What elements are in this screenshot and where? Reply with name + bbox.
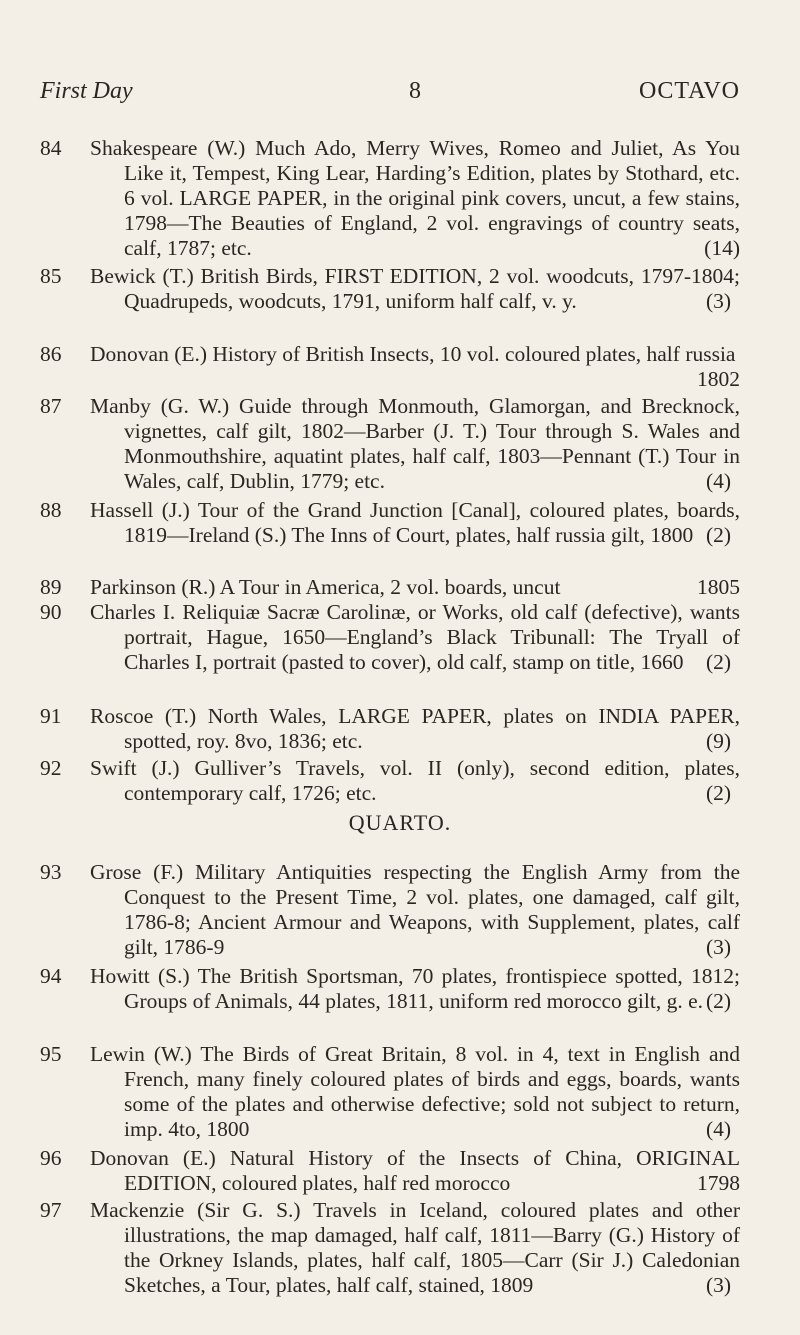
lot-entry: 95 Lewin (W.) The Birds of Great Britain, 8 vol. in 4, text in English and French, many finely coloured plates of birds and eggs, boards, wants some of the plates and otherwise defective; sold not subject to return, imp. 4to, 1800 (4) [40, 1042, 740, 1141]
lot-description: Parkinson (R.) A Tour in America, 2 vol. boards, uncut [90, 575, 561, 599]
lot-number: 89 [40, 575, 62, 599]
lot-description: Shakespeare (W.) Much Ado, Merry Wives, Romeo and Juliet, As You Like it, Tempest, King Lear, Harding’s Edition, plates by Stothard, etc. 6 vol. LARGE PAPER, in the original pink covers, uncut, a few stains, 1798—The Beauties of England, 2 vol. engravings of country seats, calf, 1787; etc. [90, 136, 740, 260]
lot-number: 94 [40, 964, 62, 988]
lot-number: 86 [40, 342, 62, 366]
lot-number: 85 [40, 264, 62, 288]
lot-number: 91 [40, 704, 62, 728]
lot-description: Bewick (T.) British Birds, FIRST EDITION, 2 vol. woodcuts, 1797-1804; Quadrupeds, woodcuts, 1791, uniform half calf, v. y. [90, 264, 740, 313]
lot-description: Donovan (E.) History of British Insects, 10 vol. coloured plates, half russia [90, 342, 736, 366]
page-number: 8 [409, 78, 421, 104]
lot-number: 87 [40, 394, 62, 418]
lot-description: Manby (G. W.) Guide through Monmouth, Glamorgan, and Brecknock, vignettes, calf gilt, 1802—Barber (J. T.) Tour through S. Wales and Monmouthshire, aquatint plates, half calf, 1803—Pennant (T.) Tour in Wales, calf, Dublin, 1779; etc. [90, 394, 740, 493]
lot-entry: 90 Charles I. Reliquiæ Sacræ Carolinæ, or Works, old calf (defective), wants portrait, Hague, 1650—England’s Black Tribunall: The Tryall of Charles I, portrait (pasted to cover), old calf, stamp on title, 1660 (2) [40, 600, 740, 674]
lot-number: 88 [40, 498, 62, 522]
lot-quantity: (14) [704, 236, 740, 260]
page-header [40, 78, 740, 112]
lot-entry: 97 Mackenzie (Sir G. S.) Travels in Iceland, coloured plates and other illustrations, the map damaged, half calf, 1811—Barry (G.) History of the Orkney Islands, plates, half calf, 1805—Carr (Sir J.) Caledonian Sketches, a Tour, plates, half calf, stained, 1809 (3) [40, 1198, 740, 1297]
lot-number: 97 [40, 1198, 62, 1222]
lot-number: 84 [40, 136, 62, 160]
lot-description: Grose (F.) Military Antiquities respecting the English Army from the Conquest to the Present Time, 2 vol. plates, one damaged, calf gilt, 1786-8; Ancient Armour and Weapons, with Supplement, plates, calf gilt, 1786-9 [90, 860, 740, 959]
lot-description: Swift (J.) Gulliver’s Travels, vol. II (only), second edition, plates, contemporary calf, 1726; etc. [90, 756, 740, 805]
lot-description: Mackenzie (Sir G. S.) Travels in Iceland, coloured plates and other illustrations, the map damaged, half calf, 1811—Barry (G.) History of the Orkney Islands, plates, half calf, 1805—Carr (Sir J.) Caledonian Sketches, a Tour, plates, half calf, stained, 1809 [90, 1198, 740, 1297]
lot-description: Hassell (J.) Tour of the Grand Junction [Canal], coloured plates, boards, 1819—Ireland (S.) The Inns of Court, plates, half russia gilt, 1800 [90, 498, 740, 547]
lot-entry: 88 Hassell (J.) Tour of the Grand Junction [Canal], coloured plates, boards, 1819—Ireland (S.) The Inns of Court, plates, half russia gilt, 1800 (2) [40, 498, 740, 547]
lot-entry: 93 Grose (F.) Military Antiquities respecting the English Army from the Conquest to the Present Time, 2 vol. plates, one damaged, calf gilt, 1786-8; Ancient Armour and Weapons, with Supplement, plates, calf gilt, 1786-9 (3) [40, 860, 740, 959]
lot-quantity: 1805 [697, 575, 740, 599]
lot-description: Charles I. Reliquiæ Sacræ Carolinæ, or Works, old calf (defective), wants portrait, Hague, 1650—England’s Black Tribunall: The Tryall of Charles I, portrait (pasted to cover), old calf, stamp on title, 1660 [90, 600, 740, 674]
lot-description: Donovan (E.) Natural History of the Insects of China, ORIGINAL EDITION, coloured plates, half red morocco [90, 1146, 740, 1195]
section-title: QUARTO. [348, 810, 452, 835]
lot-entry: 85 Bewick (T.) British Birds, FIRST EDITION, 2 vol. woodcuts, 1797-1804; Quadrupeds, woodcuts, 1791, uniform half calf, v. y. (3) [40, 264, 740, 313]
lot-description: Lewin (W.) The Birds of Great Britain, 8 vol. in 4, text in English and French, many finely coloured plates of birds and eggs, boards, wants some of the plates and otherwise defective; sold not subject to return, imp. 4to, 1800 [90, 1042, 740, 1141]
lot-entry [40, 136, 740, 261]
lot-number: 92 [40, 756, 62, 780]
lot-entry: 92 Swift (J.) Gulliver’s Travels, vol. II (only), second edition, plates, contemporary calf, 1726; etc. (2) [40, 756, 740, 805]
lot-quantity: 1802 [697, 367, 740, 391]
lot-number: 90 [40, 600, 62, 624]
lot-number: 96 [40, 1146, 62, 1170]
lot-number: 93 [40, 860, 62, 884]
lot-entry: 87 Manby (G. W.) Guide through Monmouth, Glamorgan, and Brecknock, vignettes, calf gilt, 1802—Barber (J. T.) Tour through S. Wales and Monmouthshire, aquatint plates, half calf, 1803—Pennant (T.) Tour in Wales, calf, Dublin, 1779; etc. (4) [40, 394, 740, 493]
lot-number: 95 [40, 1042, 62, 1066]
lot-entry [40, 575, 740, 600]
header-day: First Day [40, 78, 133, 104]
lot-entry: 91 Roscoe (T.) North Wales, LARGE PAPER, plates on INDIA PAPER, spotted, roy. 8vo, 1836; etc. (9) [40, 704, 740, 753]
lot-description: Howitt (S.) The British Sportsman, 70 plates, frontispiece spotted, 1812; Groups of Animals, 44 plates, 1811, uniform red morocco gilt, g. e. [90, 964, 740, 1013]
lot-entry [40, 1146, 740, 1196]
lot-entry [40, 342, 740, 392]
header-format: OCTAVO [639, 78, 740, 104]
lot-description: Roscoe (T.) North Wales, LARGE PAPER, plates on INDIA PAPER, spotted, roy. 8vo, 1836; etc. [90, 704, 740, 753]
lot-quantity: 1798 [697, 1171, 740, 1195]
lot-entry: 94 Howitt (S.) The British Sportsman, 70 plates, frontispiece spotted, 1812; Groups of Animals, 44 plates, 1811, uniform red morocco gilt, g. e. (2) [40, 964, 740, 1013]
